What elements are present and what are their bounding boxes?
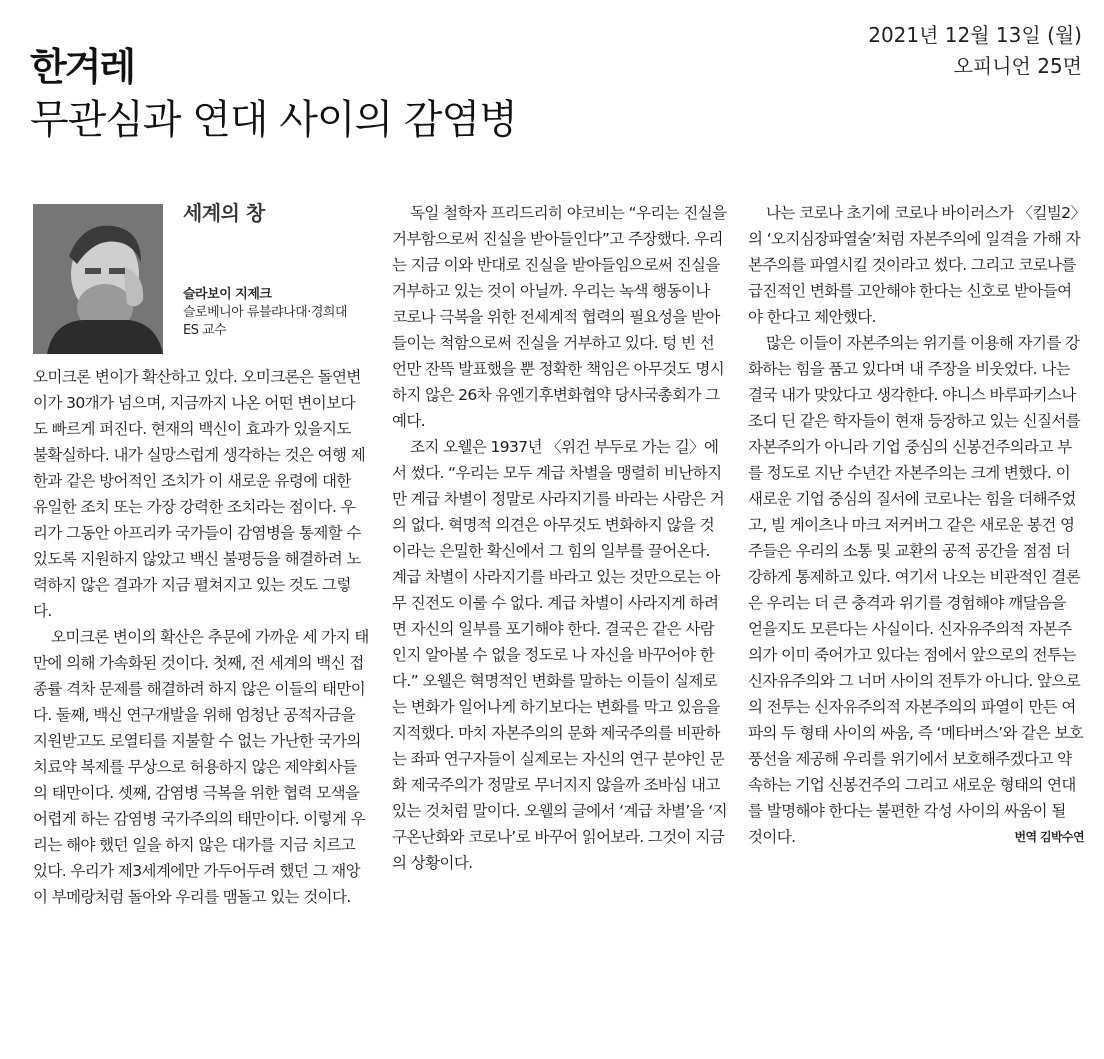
paragraph: 나는 코로나 초기에 코로나 바이러스가 〈킬빌2〉의 ‘오지심장파열술’처럼 자본주의에 일격을 가해 자본주의를 파열시킬 것이라고 썼다. 그리고 코로나를 급진적인 변화를 고안해야 한다는 신호로 받아들여야 한다고 제안했다. (748, 204, 1081, 326)
column-1 (33, 200, 369, 910)
paragraph: 독일 철학자 프리드리히 야코비는 “우리는 진실을 거부함으로써 진실을 받아들인다”고 주장했다. 우리는 지금 이와 반대로 진실을 받아들임으로써 진실을 거부하고 있는 것이 아닐까. 우리는 녹색 행동이나 코로나 극복을 위한 전세계적 협력의 필요성을 받아들이는 척함으로써 진실을 거부하고 있다. 텅 빈 선언만 잔뜩 발표했을 뿐 정확한 책임은 아무것도 명시하지 않은 26차 유엔기후변화협약 당사국총회가 그 예다. (392, 204, 727, 430)
author-name: 슬라보이 지제크 (183, 287, 272, 302)
author-block (33, 200, 369, 364)
section-page: 오피니언 25면 (953, 54, 1082, 78)
newspaper-logo: 한겨레 (30, 45, 135, 89)
author-info (183, 286, 347, 340)
author-title: ES 교수 (183, 323, 227, 338)
author-photo (33, 204, 163, 354)
paragraph-text: 많은 이들이 자본주의는 위기를 이용해 자기를 강화하는 힘을 품고 있다며 내 주장을 비웃었다. 나는 결국 내가 맞았다고 생각한다. 야니스 바루파키스나 조디 딘 같은 학자들이 현재 등장하고 있는 신질서를 자본주의가 아니라 기업 중심의 신봉건주의라고 부를 정도로 지난 수년간 자본주의는 크게 변했다. 이 새로운 기업 중심의 질서에 코로나는 힘을 더해주었고, 빌 게이츠나 마크 저커버그 같은 새로운 봉건 영주들은 우리의 소통 및 교환의 공적 공간을 점점 더 강하게 통제하고 있다. 여기서 나오는 비관적인 결론은 우리는 더 큰 충격과 위기를 경험해야 깨달음을 얻을지도 모른다는 사실이다. 신자유주의적 자본주의가 이미 죽어가고 있다는 점에서 앞으로의 전투는 신자유주의와 그 너머 사이의 전투가 아니다. 앞으로의 전투는 신자유주의적 자본주의의 파열이 만든 여파의 두 형태 사이의 싸움, 즉 ‘메타버스’와 같은 보호 풍선을 제공해 우리를 위기에서 보호해주겠다고 약속하는 기업 신봉건주의 그리고 새로운 형태의 연대를 발명해야 한다는 불편한 각성 사이의 싸움이 될 것이다. (748, 334, 1084, 846)
column-3 (748, 200, 1084, 850)
paragraph: 조지 오웰은 1937년 〈위건 부두로 가는 길〉에서 썼다. “우리는 모두 계급 차별을 맹렬히 비난하지만 계급 차별이 정말로 사라지기를 바라는 사람은 거의 없다. 혁명적 의견은 아무것도 변화하지 않을 것이라는 은밀한 확신에서 그 힘의 일부를 끌어온다. 계급 차별이 사라지기를 바라고 있는 것만으로는 아무 진전도 이룰 수 없다. 계급 차별이 사라지게 하려면 자신의 일부를 포기해야 한다. 결국은 같은 사람인지 알아볼 수 없을 정도로 나 자신을 바꾸어야 한다.” 오웰은 혁명적인 변화를 말하는 이들이 실제로는 변화가 일어나게 하기보다는 변화를 막고 있음을 지적했다. 마치 자본주의의 문화 제국주의를 비판하는 좌파 연구자들이 실제로는 자신의 연구 분야인 문화 제국주의가 정말로 무너지지 않을까 조바심 내고 있는 것처럼 말이다. 오웰의 글에서 ‘계급 차별’을 ‘지구온난화와 코로나’로 바꾸어 읽어보라. 그것이 지금의 상황이다. (392, 438, 728, 872)
dateline (868, 20, 1082, 82)
column-2 (392, 200, 728, 876)
paragraph (748, 330, 1084, 850)
author-affiliation: 슬로베니아 류블랴나대·경희대 (183, 305, 348, 320)
publication-date: 2021년 12월 13일 (월) (868, 23, 1082, 47)
paragraph: 오미크론 변이의 확산은 추문에 가까운 세 가지 태만에 의해 가속화된 것이다. 첫째, 전 세계의 백신 접종률 격차 문제를 해결하려 하지 않은 이들의 태만이다. 둘째, 백신 연구개발을 위해 엄청난 공적자금을 지원받고도 로열티를 지불할 수 없는 가난한 국가의 치료약 복제를 무상으로 허용하지 않은 제약회사들의 태만이다. 셋째, 감염병 극복을 위한 협력 모색을 어렵게 하는 감염병 국가주의의 태만이다. 이렇게 우리는 해야 했던 일을 하지 않은 대가를 지금 치르고 있다. 우리가 제3세계에만 가두어두려 했던 그 재앙이 부메랑처럼 돌아와 우리를 맴돌고 있는 것이다. (33, 628, 369, 906)
paragraph: 오미크론 변이가 확산하고 있다. 오미크론은 돌연변이가 30개가 넘으며, 지금까지 나온 어떤 변이보다도 빠르게 퍼진다. 현재의 백신이 효과가 있을지도 불확실하다. 내가 실망스럽게 생각하는 것은 여행 제한과 같은 방어적인 조치가 이 새로운 유령에 대한 유일한 조치 또는 가장 강력한 조치라는 점이다. 우리가 그동안 아프리카 국가들이 감염병을 통제할 수 있도록 지원하지 않았고 백신 불평등을 해결하려 노력하지 않은 결과가 지금 펼쳐지고 있는 것도 그렇다. (33, 368, 366, 620)
translator-credit: 번역 김박수연 (1014, 830, 1084, 844)
column-series-name: 세계의 창 (183, 201, 265, 225)
article-headline: 무관심과 연대 사이의 감염병 (30, 97, 517, 143)
